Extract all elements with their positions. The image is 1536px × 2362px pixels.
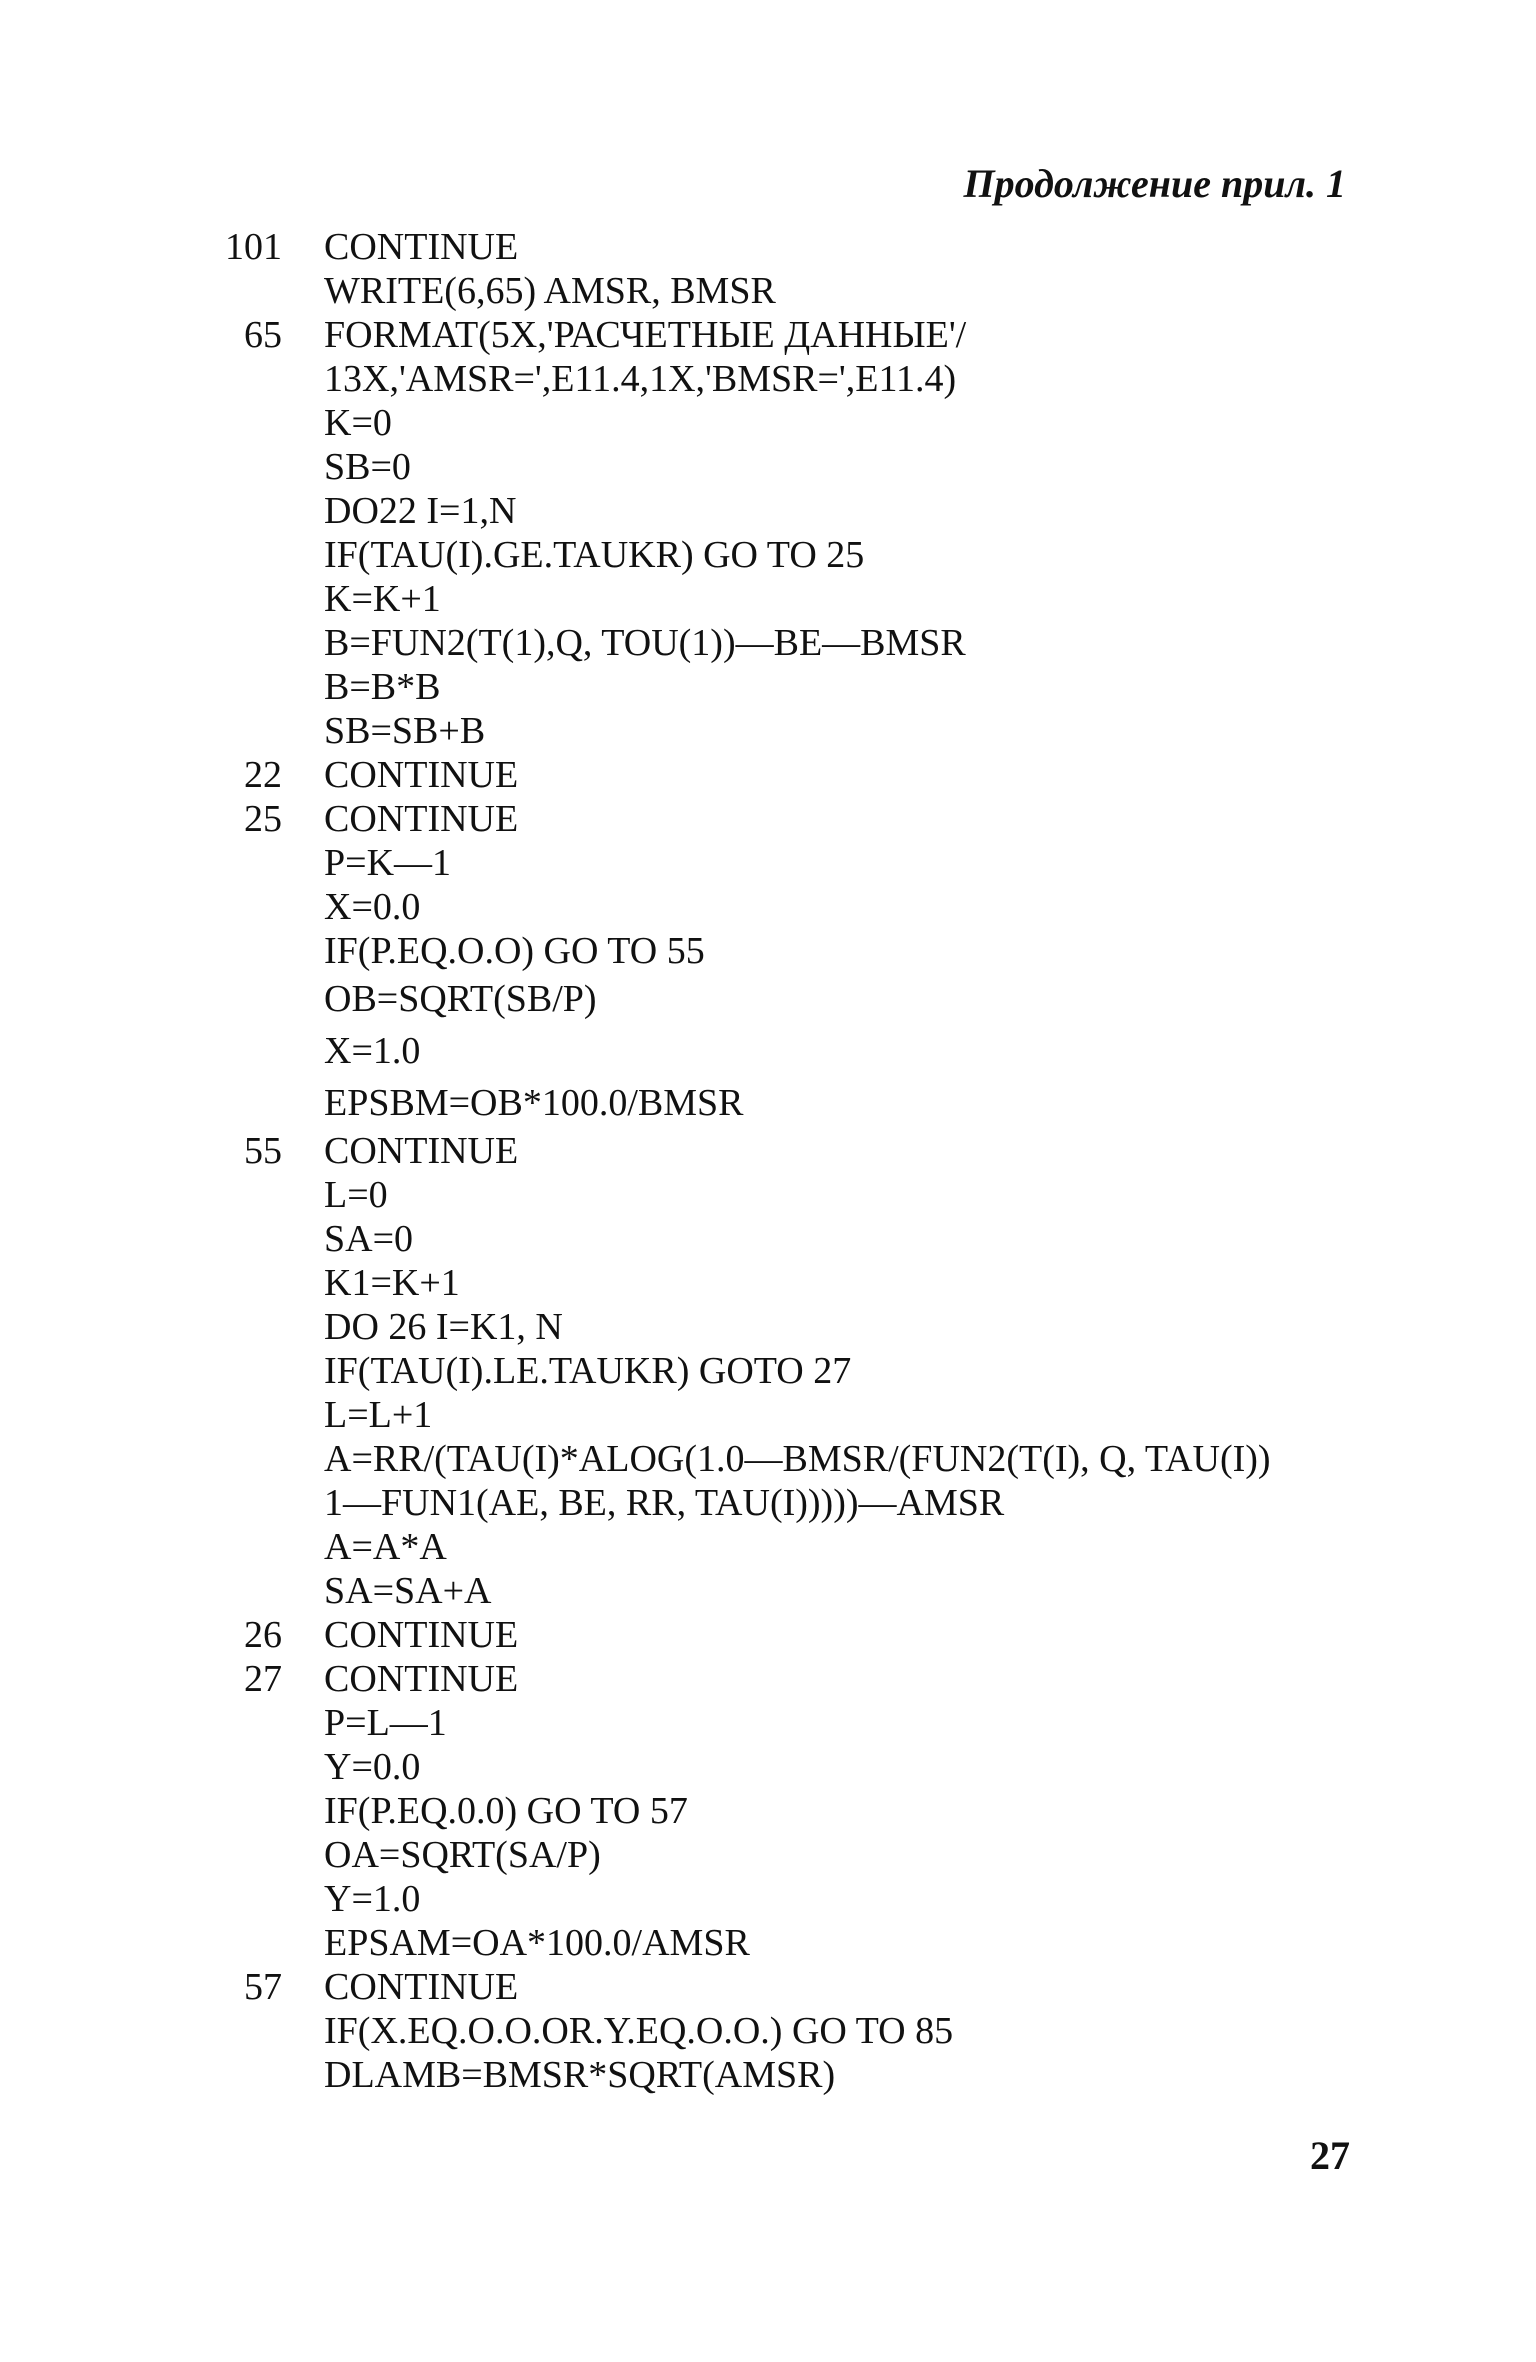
statement-label: 25 [244,798,282,840]
statement-text: B=FUN2(T(1),Q, TOU(1))—BE—BMSR [324,622,966,664]
statement-text: IF(P.EQ.O.O) GO TO 55 [324,930,705,972]
code-line [0,489,1536,533]
code-line [0,1393,1536,1437]
statement-text: IF(X.EQ.O.O.OR.Y.EQ.O.O.) GO TO 85 [324,2010,954,2052]
statement-text: CONTINUE [324,1614,519,1656]
statement-label: 26 [244,1614,282,1656]
statement-text: Y=1.0 [324,1878,421,1920]
code-line [0,885,1536,929]
running-head: Продолжение прил. 1 [963,161,1346,206]
code-line [0,1525,1536,1569]
statement-text: CONTINUE [324,798,519,840]
page-number: 27 [1310,2133,1350,2178]
statement-text: OA=SQRT(SA/P) [324,1834,601,1876]
statement-text: CONTINUE [324,1966,519,2008]
code-line [0,753,1536,797]
code-line [0,709,1536,753]
statement-text: CONTINUE [324,754,519,796]
code-line [0,445,1536,489]
code-line [0,1077,1536,1129]
statement-text: SB=SB+B [324,710,486,752]
statement-label: 57 [244,1966,282,2008]
statement-text: X=1.0 [324,1030,421,1072]
statement-text: X=0.0 [324,886,421,928]
statement-text: P=K—1 [324,842,452,884]
statement-text: IF(TAU(I).GE.TAUKR) GO TO 25 [324,534,865,576]
statement-text: K1=K+1 [324,1262,460,1304]
code-line [0,797,1536,841]
statement-text: P=L—1 [324,1702,447,1744]
statement-text: FORMAT(5X,'РАСЧЕТНЫЕ ДАННЫЕ'/ [324,314,967,356]
code-line [0,1613,1536,1657]
code-line [0,357,1536,401]
code-line [0,1349,1536,1393]
statement-text: OB=SQRT(SB/P) [324,978,597,1020]
statement-text: IF(TAU(I).LE.TAUKR) GOTO 27 [324,1350,852,1392]
code-line [0,621,1536,665]
code-line [0,1921,1536,1965]
statement-text: CONTINUE [324,226,519,268]
code-line [0,1789,1536,1833]
code-line [0,973,1536,1025]
statement-text: DLAMB=BMSR*SQRT(AMSR) [324,2054,836,2096]
code-line [0,929,1536,973]
code-line [0,401,1536,445]
statement-label: 22 [244,754,282,796]
code-line [0,2053,1536,2097]
statement-text: CONTINUE [324,1658,519,1700]
code-line [0,665,1536,709]
code-listing [0,225,1536,2097]
statement-text: K=0 [324,402,392,444]
statement-text: WRITE(6,65) AMSR, BMSR [324,270,776,312]
code-line [0,577,1536,621]
statement-text: EPSBM=OB*100.0/BMSR [324,1082,744,1124]
statement-text: Y=0.0 [324,1746,421,1788]
statement-text: EPSAM=OA*100.0/AMSR [324,1922,750,1964]
statement-label: 55 [244,1130,282,1172]
statement-text: A=A*A [324,1526,447,1568]
code-line [0,1305,1536,1349]
code-line [0,2009,1536,2053]
statement-label: 65 [244,314,282,356]
statement-text: SA=SA+A [324,1570,492,1612]
statement-text: K=K+1 [324,578,441,620]
code-line [0,1701,1536,1745]
code-line [0,1657,1536,1701]
code-line [0,533,1536,577]
code-line [0,1217,1536,1261]
statement-text: B=B*B [324,666,441,708]
statement-text: L=L+1 [324,1394,433,1436]
code-line [0,225,1536,269]
statement-text: DO22 I=1,N [324,490,517,532]
code-line [0,1437,1536,1481]
statement-text: IF(P.EQ.0.0) GO TO 57 [324,1790,688,1832]
statement-label: 27 [244,1658,282,1700]
code-line [0,1173,1536,1217]
statement-text: SA=0 [324,1218,414,1260]
code-line [0,1877,1536,1921]
code-line [0,1025,1536,1077]
code-line [0,313,1536,357]
statement-label: 101 [225,226,282,268]
code-line [0,1745,1536,1789]
statement-text: DO 26 I=K1, N [324,1306,563,1348]
statement-text: 13X,'AMSR=',E11.4,1X,'BMSR=',E11.4) [324,358,957,400]
code-line [0,1261,1536,1305]
code-line [0,1833,1536,1877]
statement-text: A=RR/(TAU(I)*ALOG(1.0—BMSR/(FUN2(T(I), Q, TAU(I)) [324,1438,1271,1480]
statement-text: CONTINUE [324,1130,519,1172]
code-line [0,1129,1536,1173]
statement-text: SB=0 [324,446,411,488]
code-line [0,1481,1536,1525]
code-line [0,269,1536,313]
statement-text: 1—FUN1(AE, BE, RR, TAU(I)))))—AMSR [324,1482,1005,1524]
code-line [0,1569,1536,1613]
code-line [0,841,1536,885]
statement-text: L=0 [324,1174,388,1216]
code-line [0,1965,1536,2009]
